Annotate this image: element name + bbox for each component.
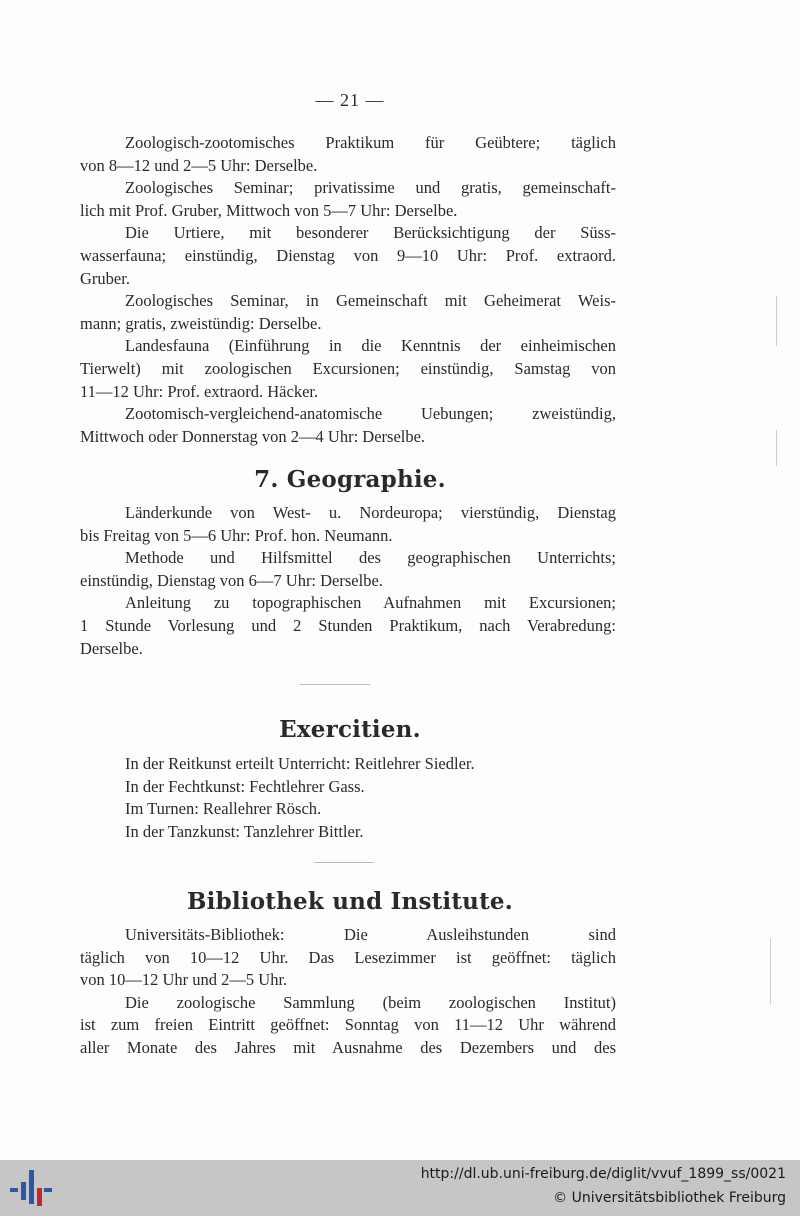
permalink-url[interactable]: http://dl.ub.uni-freiburg.de/diglit/vvuf_1899_ss/0021 bbox=[420, 1166, 786, 1182]
text-line: Im Turnen: Reallehrer Rösch. bbox=[125, 799, 322, 819]
copyright-notice: © Universitätsbibliothek Freiburg bbox=[553, 1190, 786, 1206]
page-number: — 21 — bbox=[315, 90, 385, 110]
text-line: täglich von 10—12 Uhr. Das Lesezimmer ist geöffnet: täglich bbox=[80, 947, 616, 967]
text-line: bis Freitag von 5—6 Uhr: Prof. hon. Neumann. bbox=[80, 525, 393, 545]
text-line: Gruber. bbox=[80, 268, 130, 288]
text-line: Anleitung zu topographischen Aufnahmen mit Excursionen; bbox=[125, 593, 616, 613]
text-line: Zoologisch-zootomisches Praktikum für Geübtere; täglich bbox=[125, 133, 616, 152]
text-line: mann; gratis, zweistündig: Derselbe. bbox=[80, 313, 322, 333]
section-divider bbox=[314, 862, 374, 863]
text-line: von 10—12 Uhr und 2—5 Uhr. bbox=[80, 970, 288, 990]
text-line: Mittwoch oder Donnerstag von 2—4 Uhr: Derselbe. bbox=[80, 426, 426, 446]
text-line: Die zoologische Sammlung (beim zoologischen Institut) bbox=[125, 992, 616, 1012]
text-line: ist zum freien Eintritt geöffnet: Sonntag von 11—12 Uhr während bbox=[80, 1015, 616, 1035]
text-line: Die Urtiere, mit besonderer Berücksichtigung der Süss- bbox=[125, 223, 616, 243]
text-line: Derselbe. bbox=[80, 638, 143, 658]
text-line: wasserfauna; einstündig, Dienstag von 9—10 Uhr: Prof. extraord. bbox=[80, 246, 616, 265]
scan-margin-mark bbox=[776, 430, 777, 466]
scan-margin-mark bbox=[770, 938, 771, 1004]
text-line: In der Tanzkunst: Tanzlehrer Bittler. bbox=[125, 821, 364, 841]
text-line: Zoologisches Seminar; privatissime und gratis, gemeinschaft- bbox=[125, 178, 616, 198]
text-line: Zootomisch-vergleichend-anatomische Uebungen; zweistündig, bbox=[125, 404, 616, 424]
text-line: von 8—12 und 2—5 Uhr: Derselbe. bbox=[80, 155, 318, 175]
heading-geographie: 7. Geographie. bbox=[254, 466, 446, 493]
text-line: aller Monate des Jahres mit Ausnahme des Dezembers und des bbox=[80, 1038, 616, 1057]
ub-freiburg-logo-icon bbox=[10, 1168, 52, 1208]
text-line: Zoologisches Seminar, in Gemeinschaft mit Geheimerat Weis- bbox=[125, 291, 616, 311]
text-line: Methode und Hilfsmittel des geographischen Unterrichts; bbox=[125, 548, 616, 568]
heading-exercitien: Exercitien. bbox=[279, 716, 421, 743]
text-line: 11—12 Uhr: Prof. extraord. Häcker. bbox=[80, 381, 319, 401]
text-line: einstündig, Dienstag von 6—7 Uhr: Derselbe. bbox=[80, 570, 383, 590]
text-line: lich mit Prof. Gruber, Mittwoch von 5—7 Uhr: Derselbe. bbox=[80, 200, 458, 220]
heading-bibliothek: Bibliothek und Institute. bbox=[187, 888, 513, 915]
text-line: Landesfauna (Einführung in die Kenntnis der einheimischen bbox=[125, 336, 616, 356]
text-line: In der Fechtkunst: Fechtlehrer Gass. bbox=[125, 776, 365, 796]
text-line: 1 Stunde Vorlesung und 2 Stunden Praktikum, nach Verabredung: bbox=[80, 616, 616, 635]
viewer-footer bbox=[0, 1160, 800, 1216]
text-line: Länderkunde von West- u. Nordeuropa; vierstündig, Dienstag bbox=[125, 503, 616, 522]
text-line: Tierwelt) mit zoologischen Excursionen; einstündig, Samstag von bbox=[80, 359, 616, 378]
scan-margin-mark bbox=[776, 296, 777, 346]
text-line: In der Reitkunst erteilt Unterricht: Reitlehrer Siedler. bbox=[125, 754, 475, 773]
section-divider bbox=[300, 684, 370, 685]
text-line: Universitäts-Bibliothek: Die Ausleihstunden sind bbox=[125, 925, 616, 944]
